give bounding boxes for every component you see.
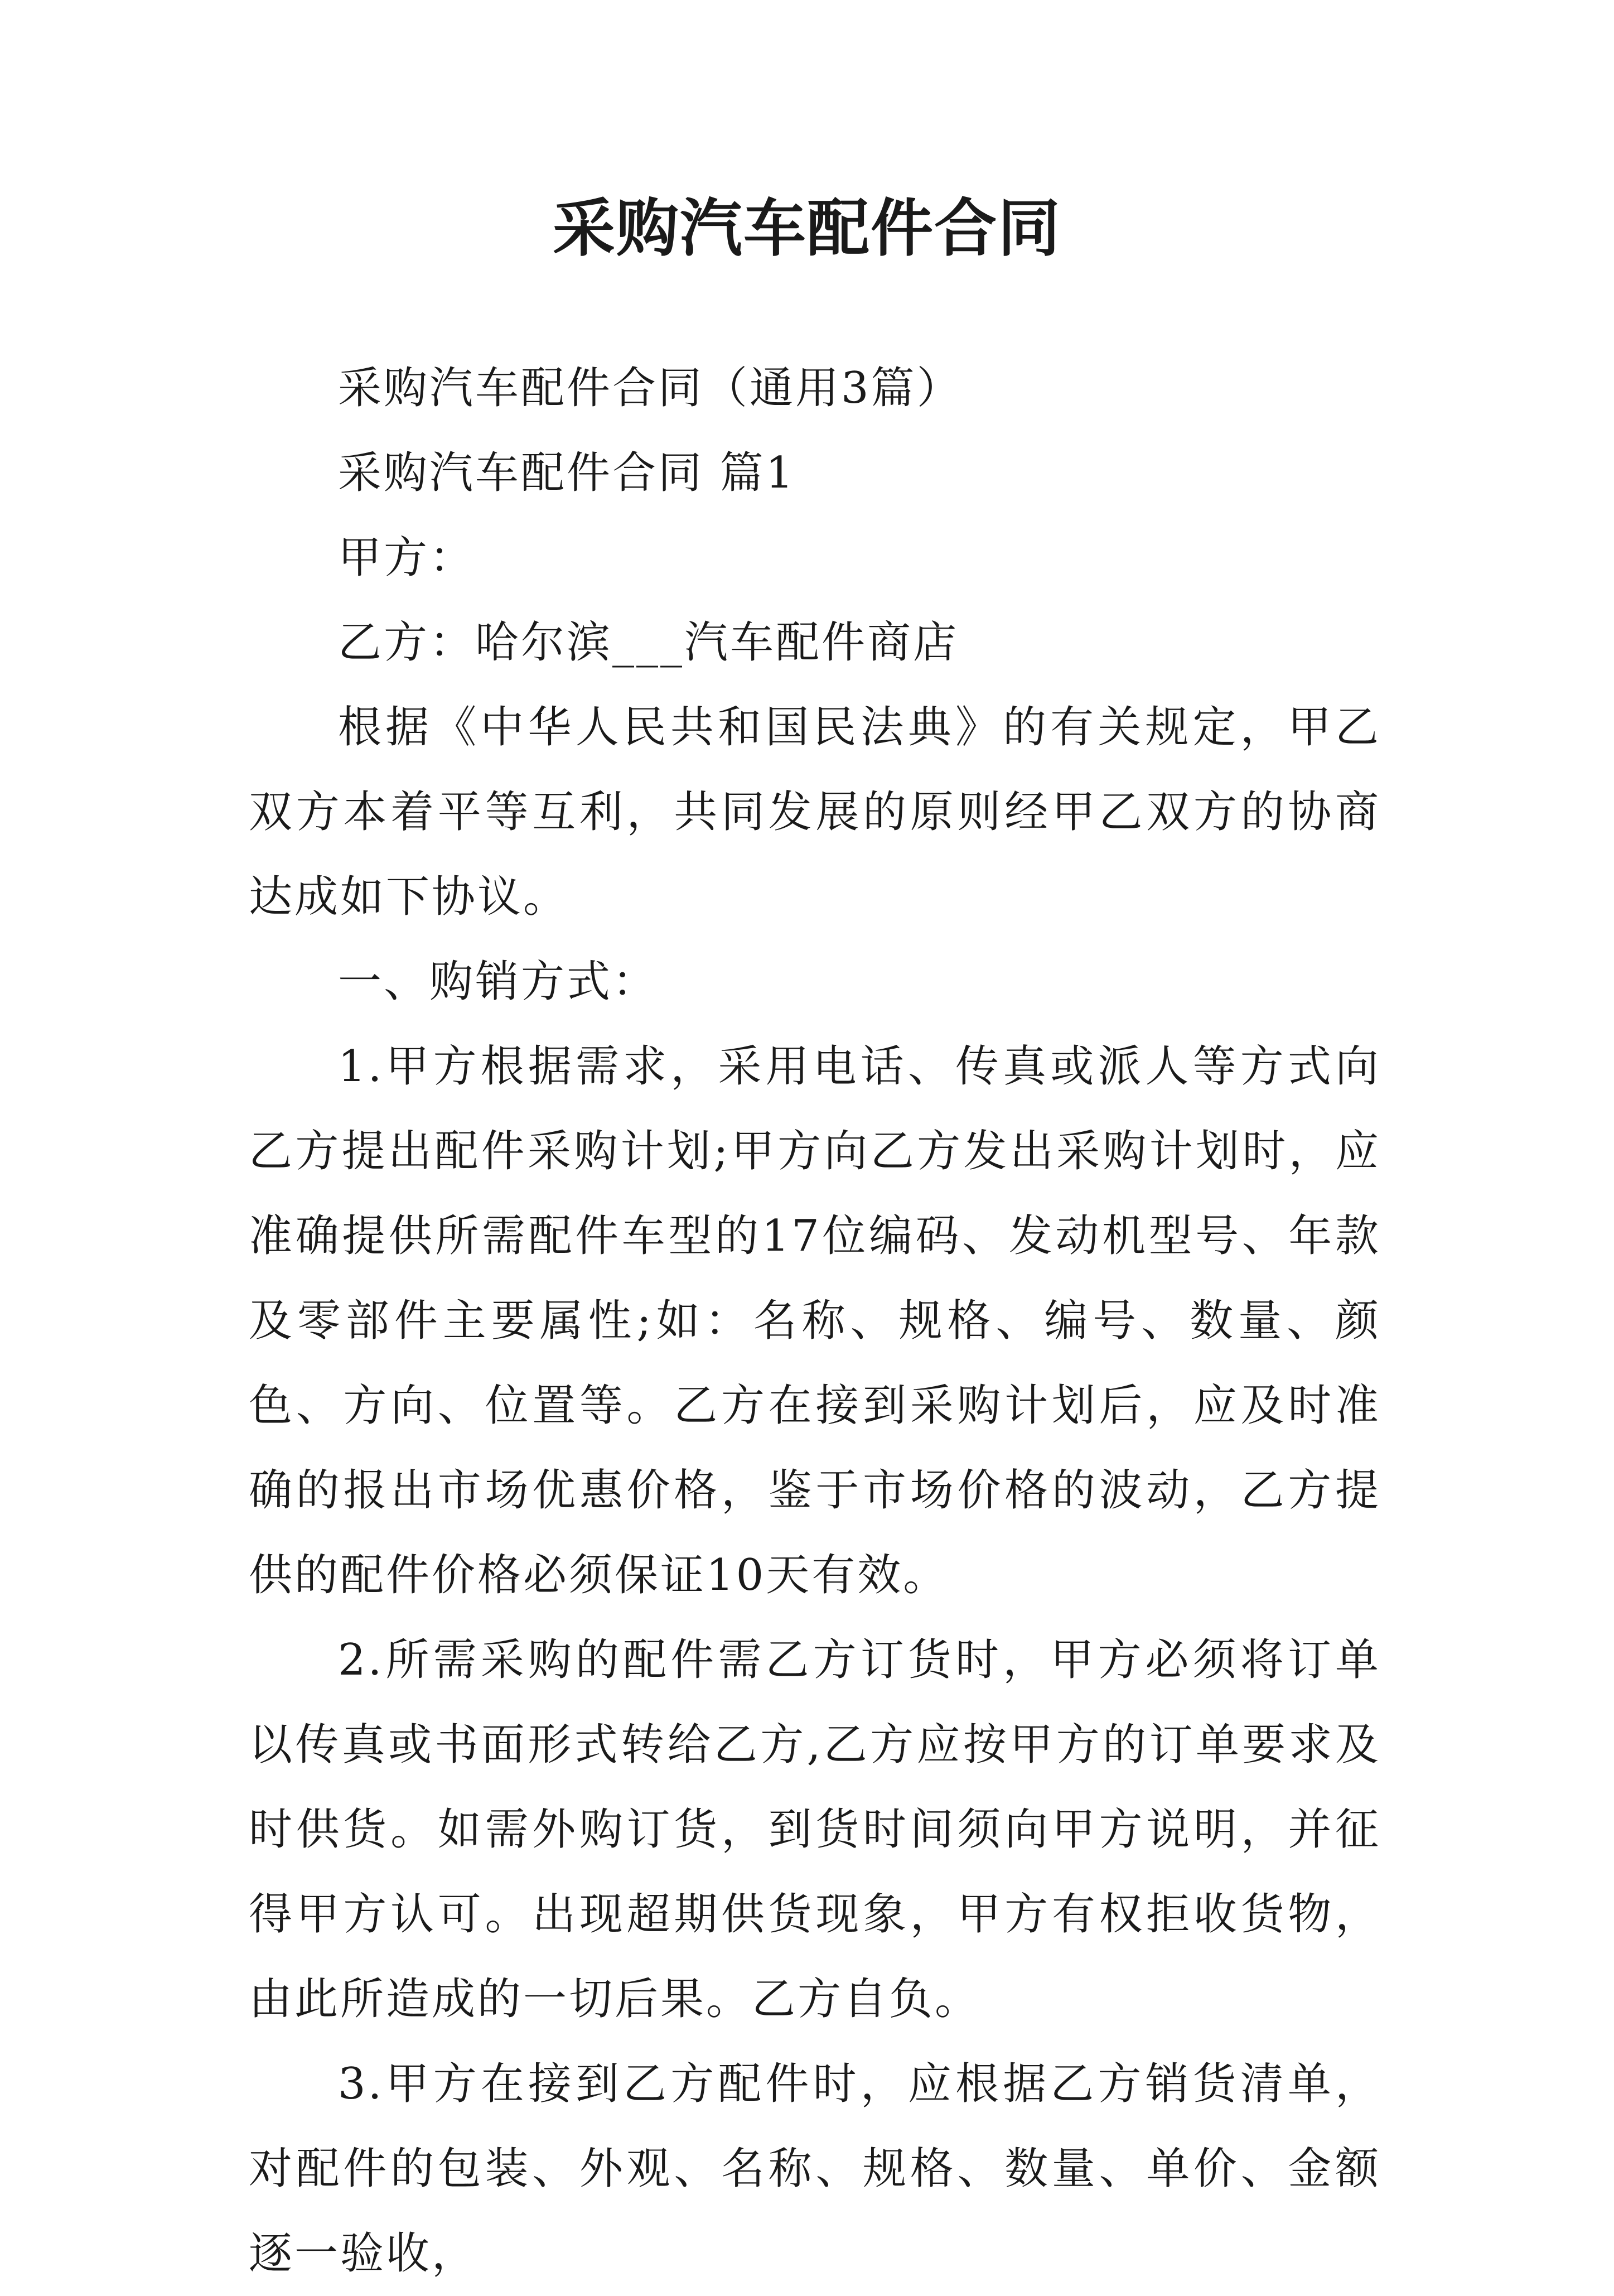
paragraph-subtitle: 采购汽车配件合同（通用3篇） — [338, 363, 963, 413]
paragraph-party-b: 乙方：哈尔滨___汽车配件商店 — [338, 618, 959, 668]
paragraph-section-heading: 采购汽车配件合同 篇1 — [338, 448, 796, 498]
paragraph-preamble: 根据《中华人民共和国民法典》的有关规定，甲乙双方本着平等互利，共同发展的原则经甲乙双方的协商达成如下协议。 — [249, 702, 1381, 922]
paragraph-party-a: 甲方： — [338, 533, 476, 583]
paragraph-clause-2: 2.所需采购的配件需乙方订货时，甲方必须将订单以传真或书面形式转给乙方,乙方应按甲方的订单要求及时供货。如需外购订货，到货时间须向甲方说明，并征得甲方认可。出现超期供货现象，甲方有权拒收货物，由此所造成的一切后果。乙方自负。 — [249, 1635, 1381, 2024]
paragraph-clause-1: 1.甲方根据需求，采用电话、传真或派人等方式向乙方提出配件采购计划;甲方向乙方发出采购计划时，应准确提供所需配件车型的17位编码、发动机型号、年款及零部件主要属性;如：名称、规格、编号、数量、颜色、方向、位置等。乙方在接到采购计划后，应及时准确的报出市场优惠价格，鉴于市场价格的波动，乙方提供的配件价格必须保证10天有效。 — [249, 1041, 1381, 1600]
paragraph-clause-heading: 一、购销方式： — [338, 957, 659, 1007]
document-title: 采购汽车配件合同 — [553, 192, 1061, 265]
paragraph-clause-3: 3.甲方在接到乙方配件时，应根据乙方销货清单，对配件的包装、外观、名称、规格、数量、单价、金额逐一验收， — [249, 2059, 1381, 2279]
